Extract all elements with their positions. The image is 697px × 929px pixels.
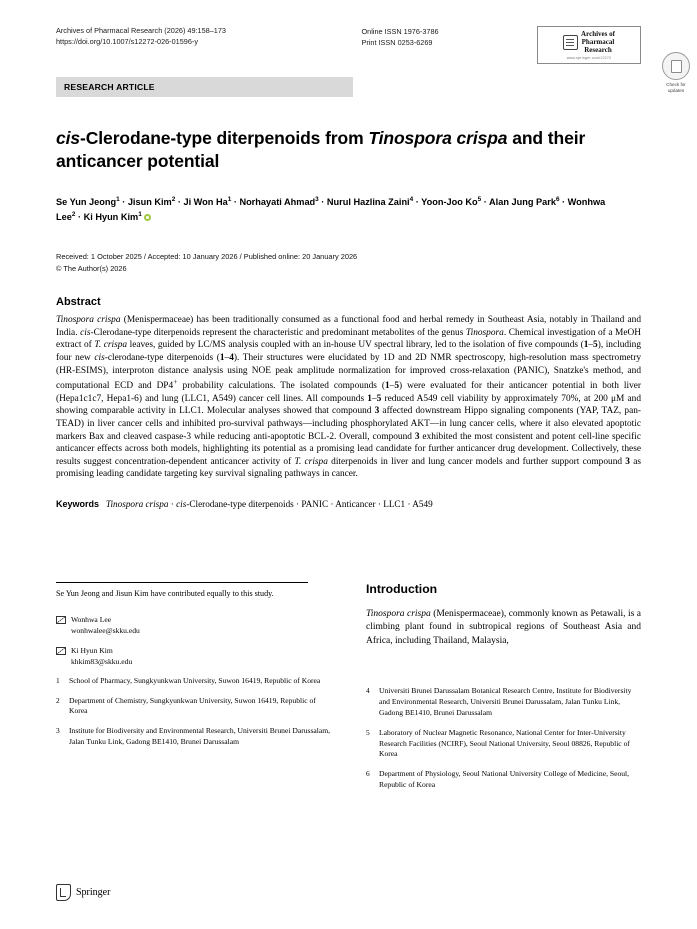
- two-column-footer-area: [56, 582, 641, 800]
- page-header: [56, 26, 641, 64]
- article-type-band: [56, 77, 641, 97]
- author-3[interactable]: Ji Won Ha$^1$: [183, 195, 232, 207]
- crossmark-icon: [662, 52, 690, 80]
- author-7[interactable]: Alan Jung Park$^6$: [489, 195, 560, 207]
- page-title: [56, 127, 601, 173]
- keywords-text: Tinospora crispa · cis-Clerodane-type diterpenoids · PANIC · Anticancer · LLC1 · A549: [105, 498, 433, 509]
- envelope-icon: [56, 647, 66, 655]
- author-6[interactable]: Yoon-Joo Ko$^5$: [421, 195, 482, 207]
- title-species: Tinospora crispa: [368, 127, 508, 148]
- logo-line-3: Research: [584, 46, 612, 55]
- affiliation-4-text: Universiti Brunei Darussalam Botanical Research Centre, Institute for Biodiversity and Environmental Research, Universiti Brunei Darussalam, Jalan Tunku Link, Gadong BE1410, Brunei Darussalam: [379, 686, 632, 718]
- introduction-heading: Introduction: [366, 582, 438, 596]
- affiliation-3-text: Institute for Biodiversity and Environmental Research, Universiti Brunei Darussalam, Jalan Tunku Link, Gadong BE1410, Brunei Darussalam: [69, 726, 331, 747]
- author-8[interactable]: Wonhwa Lee$^2$: [56, 196, 606, 222]
- print-issn: Print ISSN 0253-6269: [361, 37, 433, 47]
- introduction-paragraph: Tinospora crispa (Menispermaceae), commonly known as Petawali, is a climbing plant found in subtropical regions of Southeast Asia and Africa, including Thailand, Malaysia,: [366, 609, 641, 646]
- affiliation-1-number: 1: [56, 675, 60, 685]
- journal-logo-mark-and-title: [563, 30, 615, 54]
- author-4[interactable]: Norhayati Ahmad$^3$: [239, 195, 319, 207]
- title-part-4: and their anticancer potential: [56, 127, 586, 171]
- doi-link[interactable]: https://doi.org/10.1007/s12272-026-01596-y: [56, 36, 198, 46]
- journal-website-text: www.springer.com/12272: [566, 56, 612, 61]
- journal-logo-text: [581, 30, 615, 54]
- affiliation-4-number: 4: [366, 686, 370, 696]
- orcid-icon[interactable]: [144, 214, 151, 221]
- issn-block: [362, 26, 512, 49]
- affiliation-6-text: Department of Physiology, Seoul National University College of Medicine, Seoul, Republic of Korea: [379, 769, 630, 789]
- journal-citation: [56, 26, 336, 48]
- publisher-logo: [56, 884, 110, 901]
- author-5[interactable]: Nurul Hazlina Zaini$^4$: [326, 195, 414, 207]
- logo-line-2: Pharmacal: [581, 38, 615, 47]
- author-9[interactable]: Ki Hyun Kim$^1$: [83, 210, 142, 222]
- corresponding-author-2-info: [71, 645, 132, 667]
- copyright-line: © The Author(s) 2026: [56, 263, 127, 273]
- online-issn: Online ISSN 1976-3786: [361, 27, 439, 36]
- springer-icon: [56, 884, 71, 901]
- received-accepted-published: Received: 1 October 2025 / Accepted: 10 January 2026 / Published online: 20 January 2026: [56, 251, 358, 261]
- affiliation-5: [366, 728, 641, 760]
- abstract-text: Tinospora crispa (Menispermaceae) has been traditionally consumed as a functional food and herbal remedy in Southeast Asia, notably in Thailand and India. cis-Clerodane-type diterpenoids represent the characteristic and predominant metabolites of the genus Tinospora. Chemical investigation of a MeOH extract of T. crispa leaves, guided by LC/MS analysis coupled with an in-house UV spectral library, led to the isolation of five compounds (1–5), including four new cis-clerodane-type diterpenoids (1–4). Their structures were elucidated by 1D and 2D NMR spectroscopy, high-resolution mass spectrometry (HR-ESIMS), interproton distance analysis using NOE peak amplitude normalization for improved cross-relaxation (PANIC), Snatzke's method, and computational ECD and DP4+ probability calculations. The isolated compounds (1–5) were evaluated for their anticancer potential in both liver (Hepa1c1c7, Hepa1-6) and lung (LLC1, A549) cancer cell lines. All compounds 1–5 reduced A549 cell viability by approximately 70%, at 200 μM and showing comparable activity in LLC1. Molecular analyses showed that compound 3 affected downstream Hippo signaling components (YAP, TAZ, pan-TEAD) in liver cancer cells and inhibited pro-survival pathways—including phosphorylated AKT—in lung cancer cells, where it also elevated apoptotic markers Bax and cleaved caspase-3 while reducing anti-apoptotic BCL-2. Overall, compound 3 exhibited the most consistent and potent cell-line specific anticancer effects across both models, highlighting its potential as a promising lead candidate for further anticancer drug development. Collectively, these results suggest concentration-dependent anticancer activity of T. crispa diterpenoids in liver and lung cancer models and further support compound 3 as promising leading candidate targeting key survival signaling pathways in cancer.: [56, 315, 642, 480]
- affiliation-3-number: 3: [56, 726, 60, 736]
- affiliation-5-text: Laboratory of Nuclear Magnetic Resonance, National Center for Inter-University Research Facilities (NCIRF), Seoul National University, Seoul 08826, Republic of Korea: [379, 727, 630, 759]
- affiliation-4: [366, 686, 641, 718]
- corresponding-author-1-name: Wonhwa Lee: [71, 614, 112, 624]
- journal-logo: [537, 26, 641, 64]
- article-type-label: RESEARCH ARTICLE: [56, 77, 353, 97]
- affiliation-5-number: 5: [366, 727, 370, 737]
- corresponding-author-2-name: Ki Hyun Kim: [71, 645, 113, 655]
- affiliation-3: [56, 726, 332, 748]
- footnote-column: [56, 582, 332, 800]
- corresponding-author-2-email[interactable]: khkim83@skku.edu: [71, 656, 133, 666]
- affiliation-2-number: 2: [56, 695, 60, 705]
- title-part-cis: cis: [56, 127, 81, 148]
- corresponding-author-1-email[interactable]: wonhwalee@skku.edu: [71, 625, 140, 635]
- intro-and-affiliations-column: [366, 582, 641, 800]
- author-2[interactable]: Jisun Kim$^2$: [127, 195, 176, 207]
- crossmark-line-2: updates: [667, 87, 685, 93]
- abstract-heading: Abstract: [56, 296, 101, 309]
- logo-line-1: Archives of: [581, 30, 615, 38]
- affiliation-2-text: Department of Chemistry, Sungkyunkwan University, Suwon 16419, Republic of Korea: [69, 695, 316, 716]
- corresponding-author-1: [56, 614, 332, 636]
- book-icon: [563, 35, 578, 50]
- affiliation-6: [366, 769, 641, 791]
- corresponding-author-1-info: [71, 614, 140, 636]
- publication-history: [56, 251, 641, 275]
- equal-contribution-note: Se Yun Jeong and Jisun Kim have contributed equally to this study.: [56, 589, 274, 598]
- crossmark-line-1: Check for: [666, 82, 686, 87]
- crossmark-badge[interactable]: [655, 52, 697, 93]
- title-part-2: -Clerodane-type diterpenoids from: [80, 127, 369, 148]
- article-header-block: [56, 26, 641, 511]
- author-1[interactable]: Se Yun Jeong$^1$: [56, 195, 120, 207]
- affiliation-1-text: School of Pharmacy, Sungkyunkwan University, Suwon 16419, Republic of Korea: [69, 675, 321, 685]
- affiliation-2: [56, 696, 332, 718]
- author-list: Se Yun Jeong$^1$ · Jisun Kim$^2$ · Ji Won $Ha^1$ · Norhayati Ahmad$^3$ · Nurul Hazlina Zaini$^4$ · Yoon-Joo $Ko^5$ · Alan Jung Park$^6$ · Wonhwa Lee$^2$ · Ki Hyun Kim$^1$: [56, 195, 606, 222]
- affiliation-6-number: 6: [366, 769, 370, 779]
- corresponding-author-2: [56, 645, 332, 667]
- publisher-name: Springer: [76, 887, 111, 898]
- footnote-divider: [56, 582, 308, 583]
- affiliation-1: [56, 676, 332, 687]
- journal-name-volume: Archives of Pharmacal Research (2026) 49:158–173: [56, 26, 226, 35]
- keywords-block: [56, 498, 641, 511]
- keywords-label: Keywords: [56, 498, 100, 509]
- envelope-icon: [56, 616, 66, 624]
